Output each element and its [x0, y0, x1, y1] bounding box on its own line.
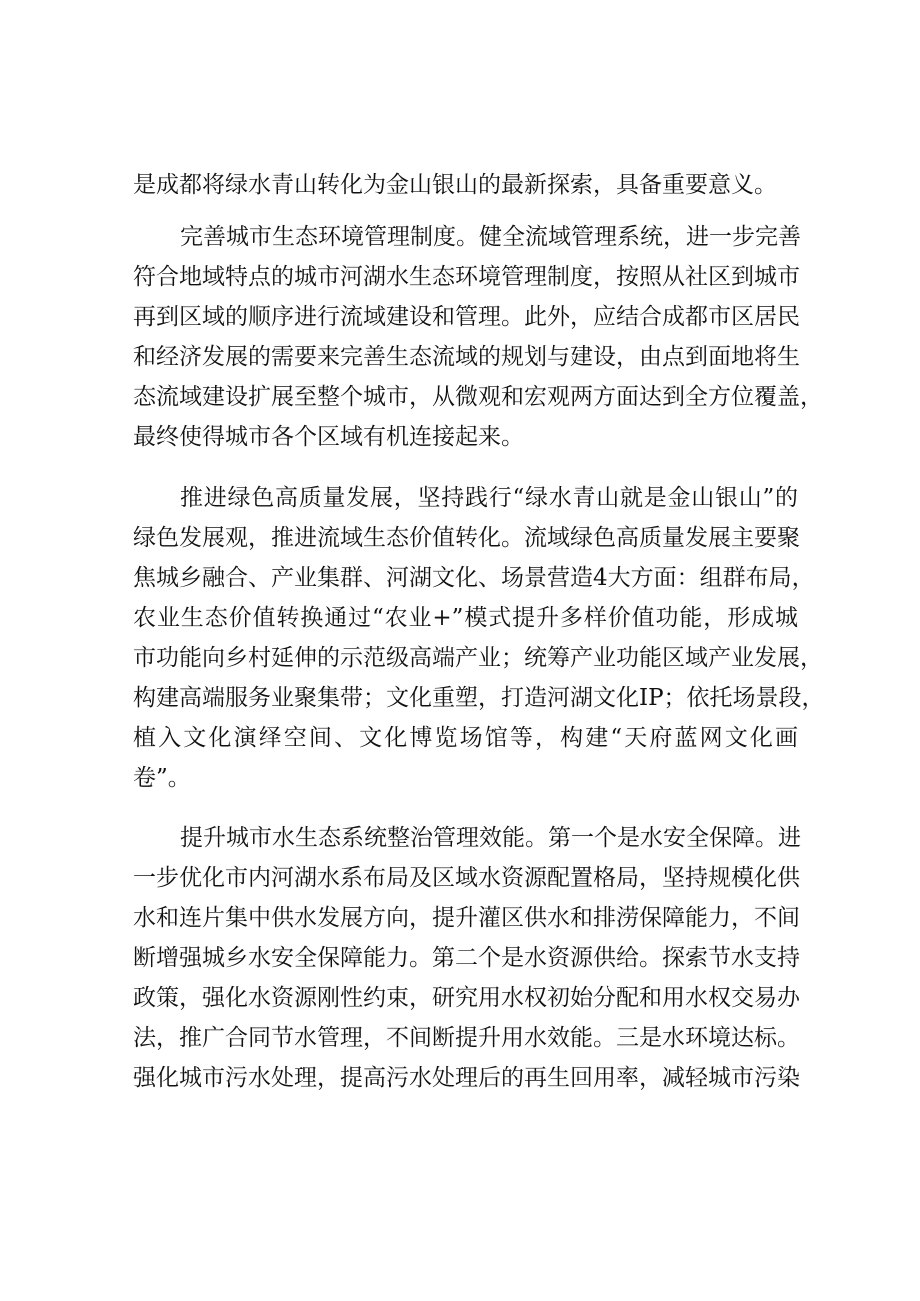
paragraph-line: 最终使得城市各个区域有机连接起来。 [133, 424, 524, 450]
paragraph-line: 推进绿色高质量发展，坚持践行“绿水青山就是金山银山”的 [180, 485, 798, 511]
paragraph-line: 一步优化市内河湖水系布局及区域水资源配置格局，坚持规模化供 [133, 865, 800, 891]
paragraph-line: 构建高端服务业聚集带；文化重塑，打造河湖文化IP；依托场景段， [133, 685, 825, 711]
paragraph-line: 法，推广合同节水管理，不间断提升用水效能。三是水环境达标。 [133, 1025, 800, 1051]
paragraph-line: 是成都将绿水青山转化为金山银山的最新探索，具备重要意义。 [133, 172, 777, 198]
paragraph-line: 断增强城乡水安全保障能力。第二个是水资源供给。探索节水支持 [133, 945, 800, 971]
paragraph-line: 焦城乡融合、产业集群、河湖文化、场景营造4大方面：组群布局， [133, 565, 815, 591]
paragraph-line: 符合地域特点的城市河湖水生态环境管理制度，按照从社区到城市 [133, 264, 800, 290]
paragraph-line: 卷”。 [133, 765, 191, 791]
paragraph-line: 农业生态价值转换通过“农业+”模式提升多样价值功能，形成城 [133, 605, 798, 631]
paragraph-line: 植入文化演绎空间、文化博览场馆等，构建“天府蓝网文化画 [133, 725, 798, 751]
paragraph-line: 政策，强化水资源刚性约束，研究用水权初始分配和用水权交易办 [133, 985, 800, 1011]
paragraph-line: 强化城市污水处理，提高污水处理后的再生回用率，减轻城市污染 [133, 1065, 800, 1091]
paragraph-line: 市功能向乡村延伸的示范级高端产业；统筹产业功能区域产业发展， [133, 645, 823, 671]
paragraph-line: 提升城市水生态系统整治管理效能。第一个是水安全保障。进 [180, 825, 801, 851]
paragraph-line: 水和连片集中供水发展方向，提升灌区供水和排涝保障能力，不间 [133, 905, 800, 931]
paragraph-line: 绿色发展观，推进流域生态价值转化。流域绿色高质量发展主要聚 [133, 525, 800, 551]
paragraph-line: 再到区域的顺序进行流域建设和管理。此外，应结合成都市区居民 [133, 304, 800, 330]
paragraph-line: 完善城市生态环境管理制度。健全流域管理系统，进一步完善 [180, 224, 801, 250]
paragraph-line: 态流域建设扩展至整个城市，从微观和宏观两方面达到全方位覆盖， [133, 384, 823, 410]
paragraph-line: 和经济发展的需要来完善生态流域的规划与建设，由点到面地将生 [133, 344, 800, 370]
